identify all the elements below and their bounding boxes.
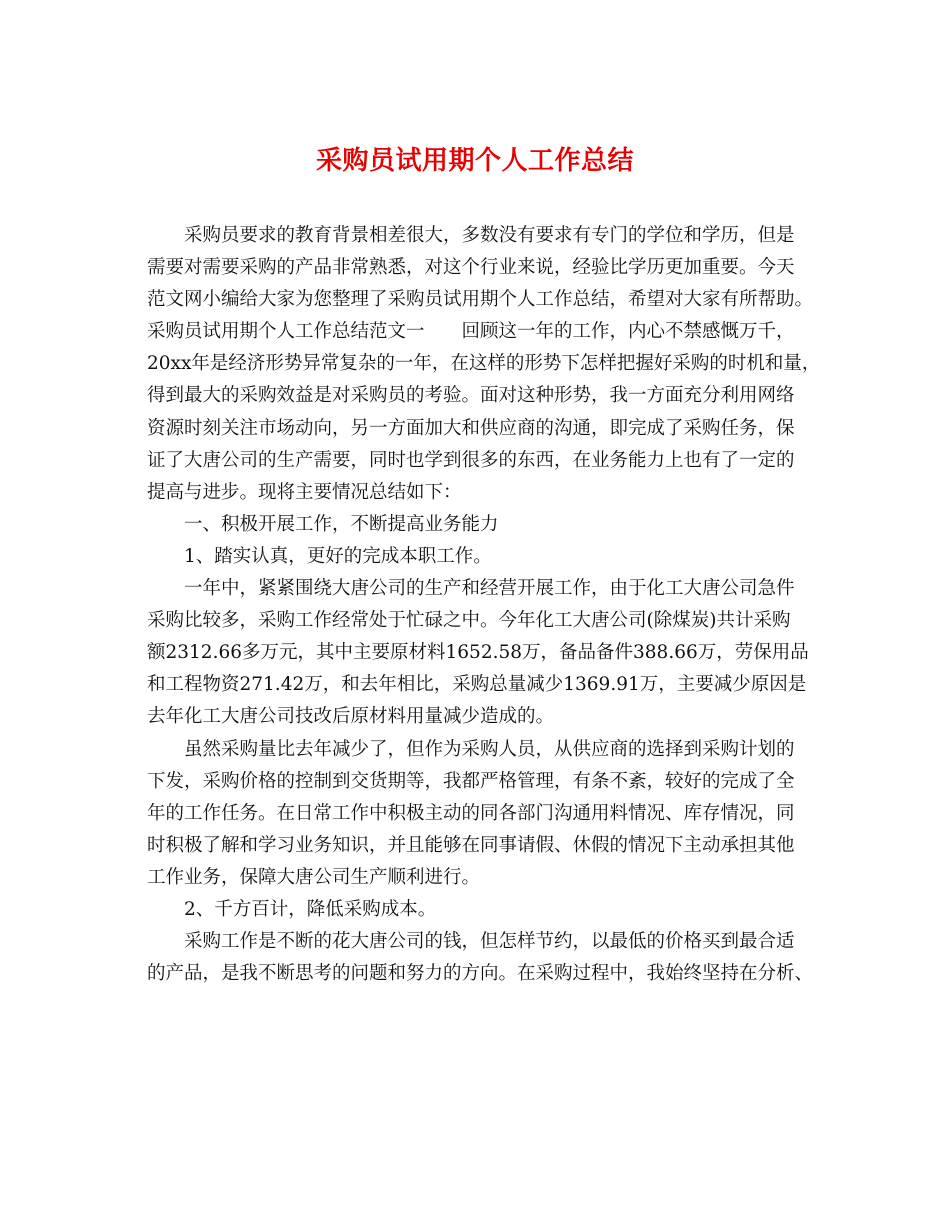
text-line: 一、积极开展工作，不断提高业务能力 [184,513,499,535]
text-line: 采购比较多，采购工作经常处于忙碌之中。今年化工大唐公司(除煤炭)共计采购 [147,610,791,632]
text-line: 年的工作任务。在日常工作中积极主动的同各部门沟通用料情况、库存情况，同 [147,802,795,824]
text-line: 2、千方百计，降低采购成本。 [184,898,437,920]
text-line: 20xx年是经济形势异常复杂的一年，在这样的形势下怎样把握好采购的时机和量， [147,353,821,375]
text-line: 采购员要求的教育背景相差很大，多数没有要求有专门的学位和学历，但是 [184,225,795,246]
text-line: 采购工作是不断的花大唐公司的钱，但怎样节约，以最低的价格买到最合适 [184,931,795,953]
text-line: 1、踏实认真，更好的完成本职工作。 [184,545,492,567]
text-line: 下发，采购价格的控制到交货期等，我都严格管理，有条不紊，较好的完成了全 [147,770,795,792]
text-line: 一年中，紧紧围绕大唐公司的生产和经营开展工作，由于化工大唐公司急件 [184,578,795,600]
text-line: 资源时刻关注市场动向，另一方面加大和供应商的沟通，即完成了采购任务，保 [147,417,795,439]
text-line: 提高与进步。现将主要情况总结如下： [147,481,462,503]
text-line: 需要对需要采购的产品非常熟悉，对这个行业来说，经验比学历更加重要。今天 [147,257,795,279]
text-line: 证了大唐公司的生产需要，同时也学到很多的东西，在业务能力上也有了一定的 [147,449,795,471]
document-title: 采购员试用期个人工作总结 [315,146,634,176]
text-line: 时积极了解和学习业务知识，并且能够在同事请假、休假的情况下主动承担其他 [147,834,795,856]
text-line: 得到最大的采购效益是对采购员的考验。面对这种形势，我一方面充分利用网络 [147,385,795,407]
text-line: 范文网小编给大家为您整理了采购员试用期个人工作总结，希望对大家有所帮助。 [147,289,814,311]
text-line: 虽然采购量比去年减少了，但作为采购人员，从供应商的选择到采购计划的 [184,738,795,760]
text-line: 额2312.66多万元，其中主要原材料1652.58万，备品备件388.66万，劳保用品 [147,642,809,664]
document-body [147,220,821,990]
text-line: 工作业务，保障大唐公司生产顺利进行。 [147,866,481,888]
text-line: 去年化工大唐公司技改后原材料用量减少造成的。 [147,706,555,728]
text-line: 采购员试用期个人工作总结范文一 回顾这一年的工作，内心不禁感慨万千， [147,321,795,343]
text-line: 的产品，是我不断思考的问题和努力的方向。在采购过程中，我始终坚持在分析、 [147,963,814,985]
text-line: 和工程物资271.42万，和去年相比，采购总量减少1369.91万，主要减少原因是 [147,674,807,696]
